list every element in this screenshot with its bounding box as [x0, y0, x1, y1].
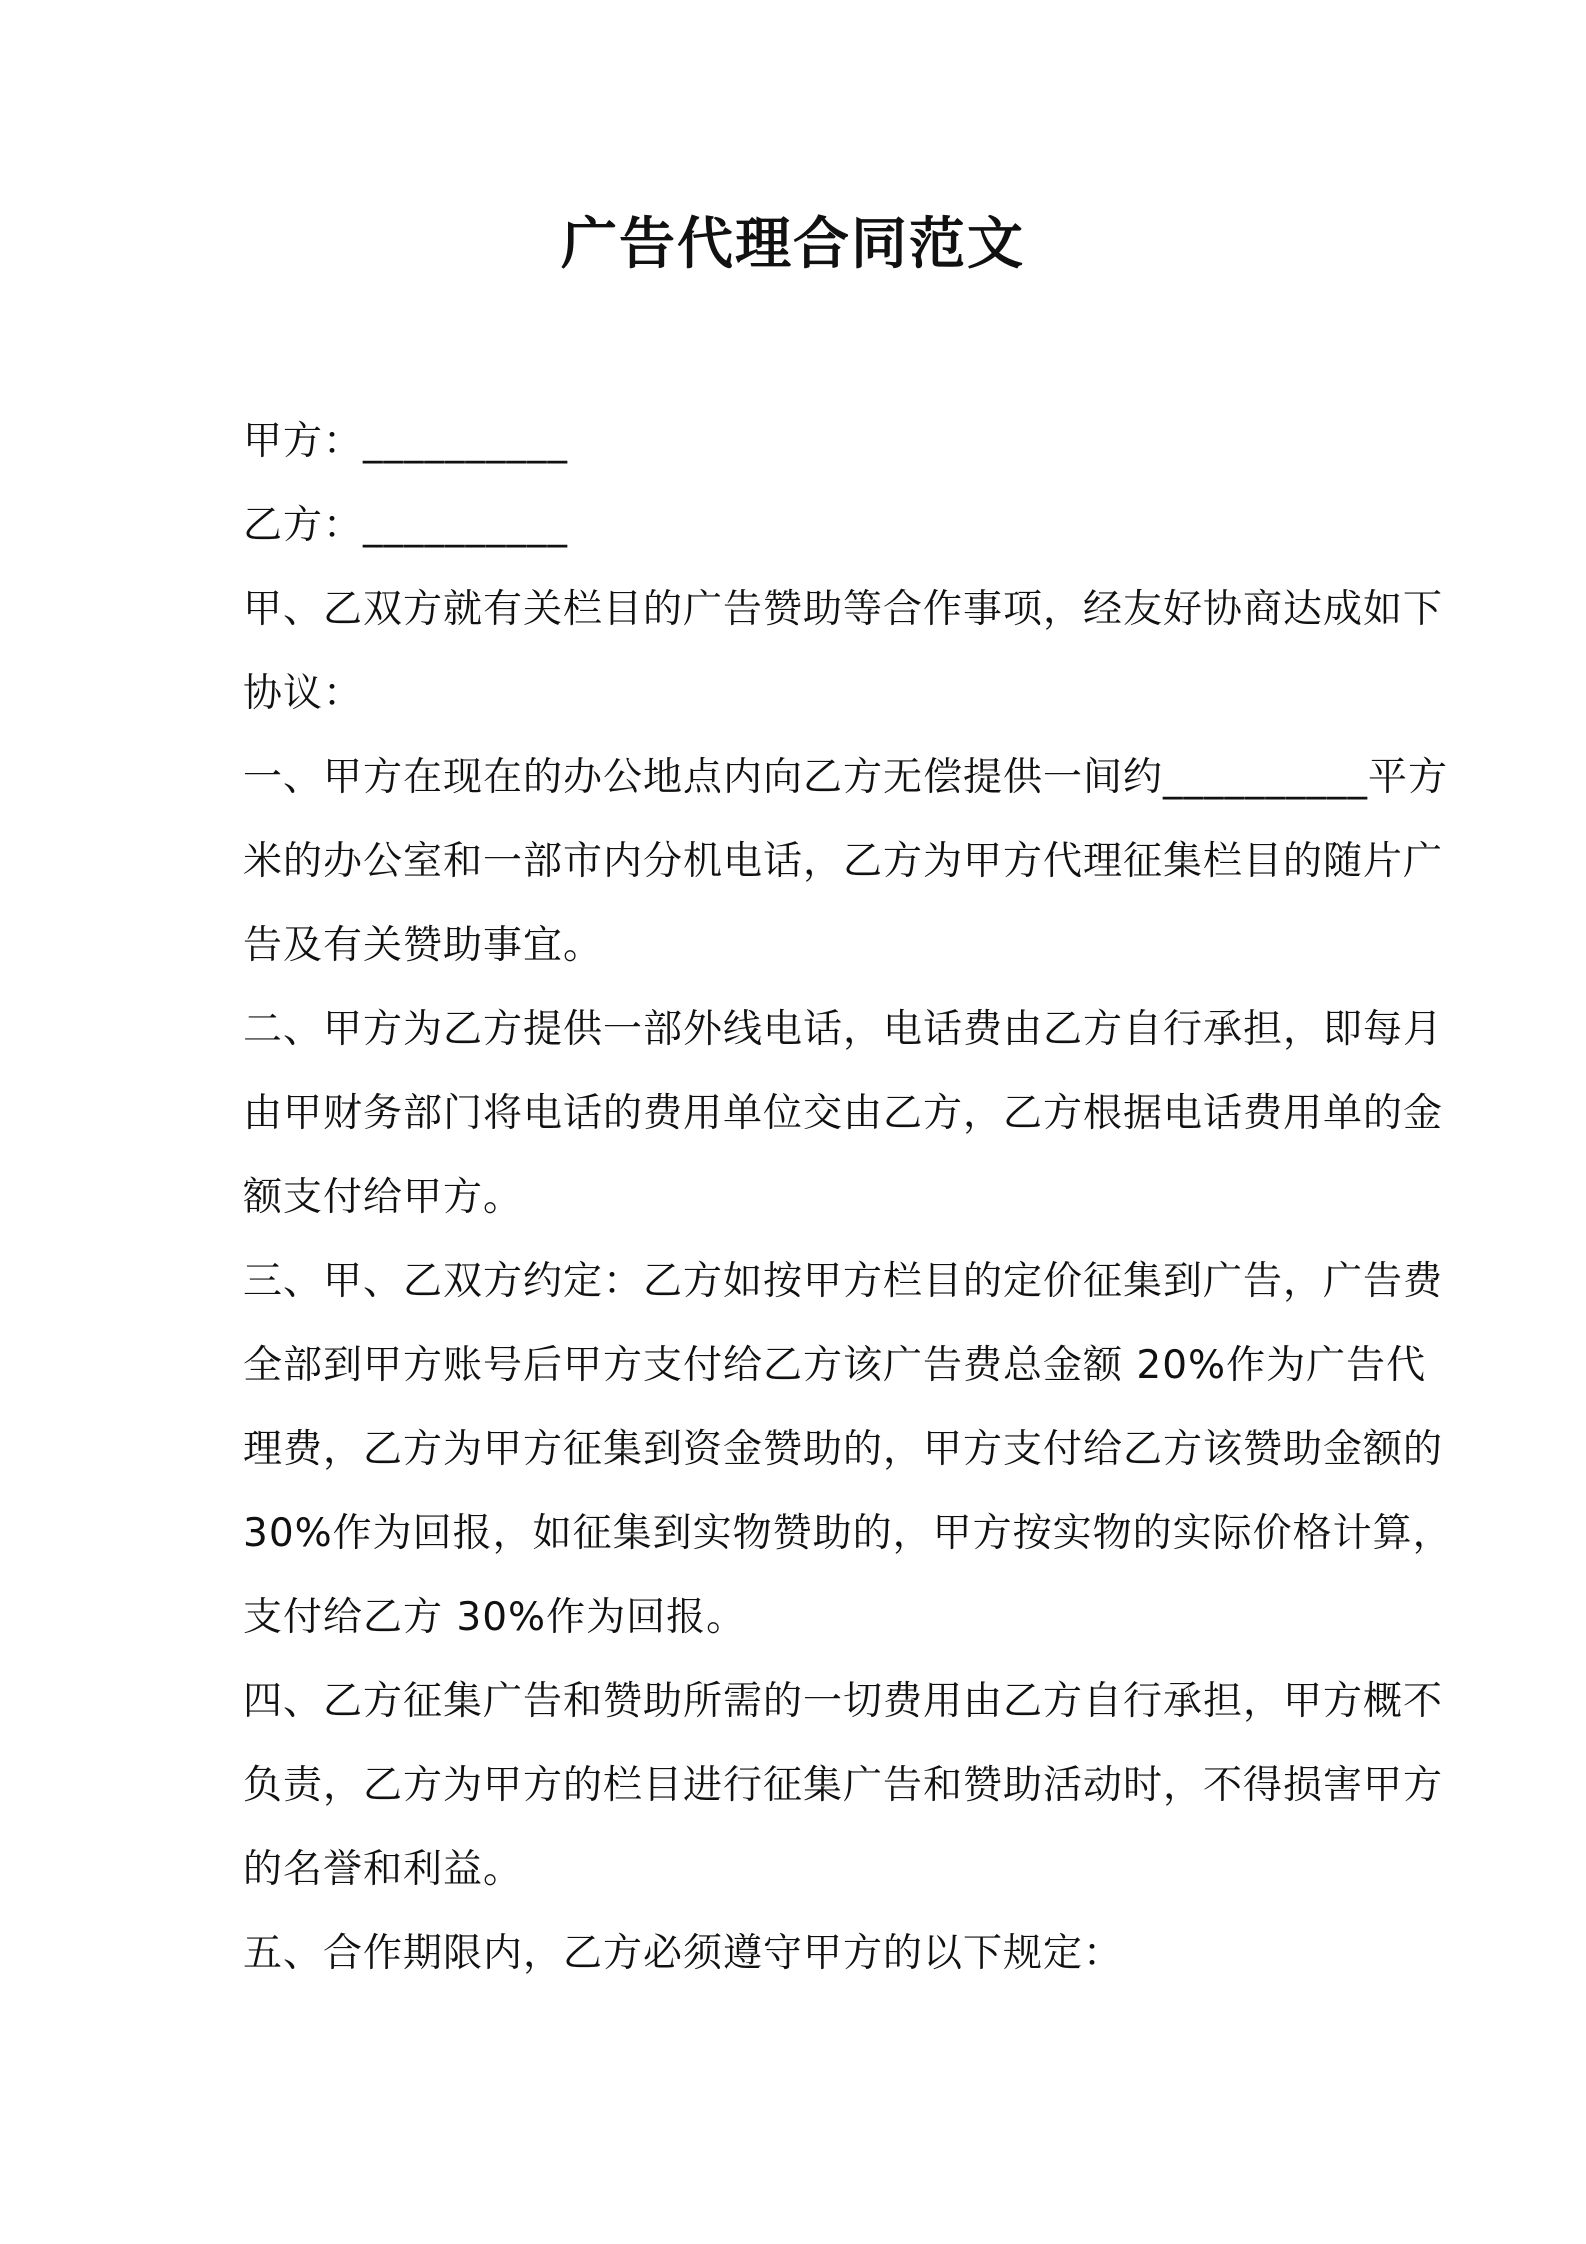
clause-4-line-3: 的名誉和利益。 [243, 1847, 524, 1892]
clause-4-line-2: 负责，乙方为甲方的栏目进行征集广告和赞助活动时，不得损害甲方 [243, 1763, 1444, 1808]
party-a-line: 甲方：__________ [243, 419, 569, 464]
clause-1-line-1: 一、甲方在现在的办公地点内向乙方无偿提供一间约__________平方 [243, 755, 1449, 800]
document-body [243, 400, 1453, 1996]
clause-3-line-1: 三、甲、乙双方约定：乙方如按甲方栏目的定价征集到广告，广告费 [243, 1259, 1444, 1304]
clause-1-line-2: 米的办公室和一部市内分机电话，乙方为甲方代理征集栏目的随片广 [243, 839, 1444, 884]
clause-1-line-3: 告及有关赞助事宜。 [243, 923, 604, 968]
clause-3-line-2: 全部到甲方账号后甲方支付给乙方该广告费总金额 20%作为广告代 [243, 1343, 1427, 1388]
clause-4-line-1: 四、乙方征集广告和赞助所需的一切费用由乙方自行承担，甲方概不 [243, 1679, 1444, 1724]
clause-2-line-1: 二、甲方为乙方提供一部外线电话，电话费由乙方自行承担，即每月 [243, 1007, 1444, 1052]
document-title: 广告代理合同范文 [561, 212, 1025, 277]
preamble-line-1: 甲、乙双方就有关栏目的广告赞助等合作事项，经友好协商达成如下 [243, 587, 1444, 632]
preamble-line-2: 协议： [243, 671, 364, 716]
clause-2-line-3: 额支付给甲方。 [243, 1175, 524, 1220]
clause-3-line-4: 30%作为回报，如征集到实物赞助的，甲方按实物的实际价格计算， [243, 1511, 1453, 1556]
clause-3-line-3: 理费，乙方为甲方征集到资金赞助的，甲方支付给乙方该赞助金额的 [243, 1427, 1444, 1472]
clause-2-line-2: 由甲财务部门将电话的费用单位交由乙方，乙方根据电话费用单的金 [243, 1091, 1444, 1136]
clause-3-line-5: 支付给乙方 30%作为回报。 [243, 1595, 747, 1640]
clause-5-line-1: 五、合作期限内，乙方必须遵守甲方的以下规定： [243, 1931, 1124, 1976]
party-b-line: 乙方：__________ [243, 503, 569, 548]
